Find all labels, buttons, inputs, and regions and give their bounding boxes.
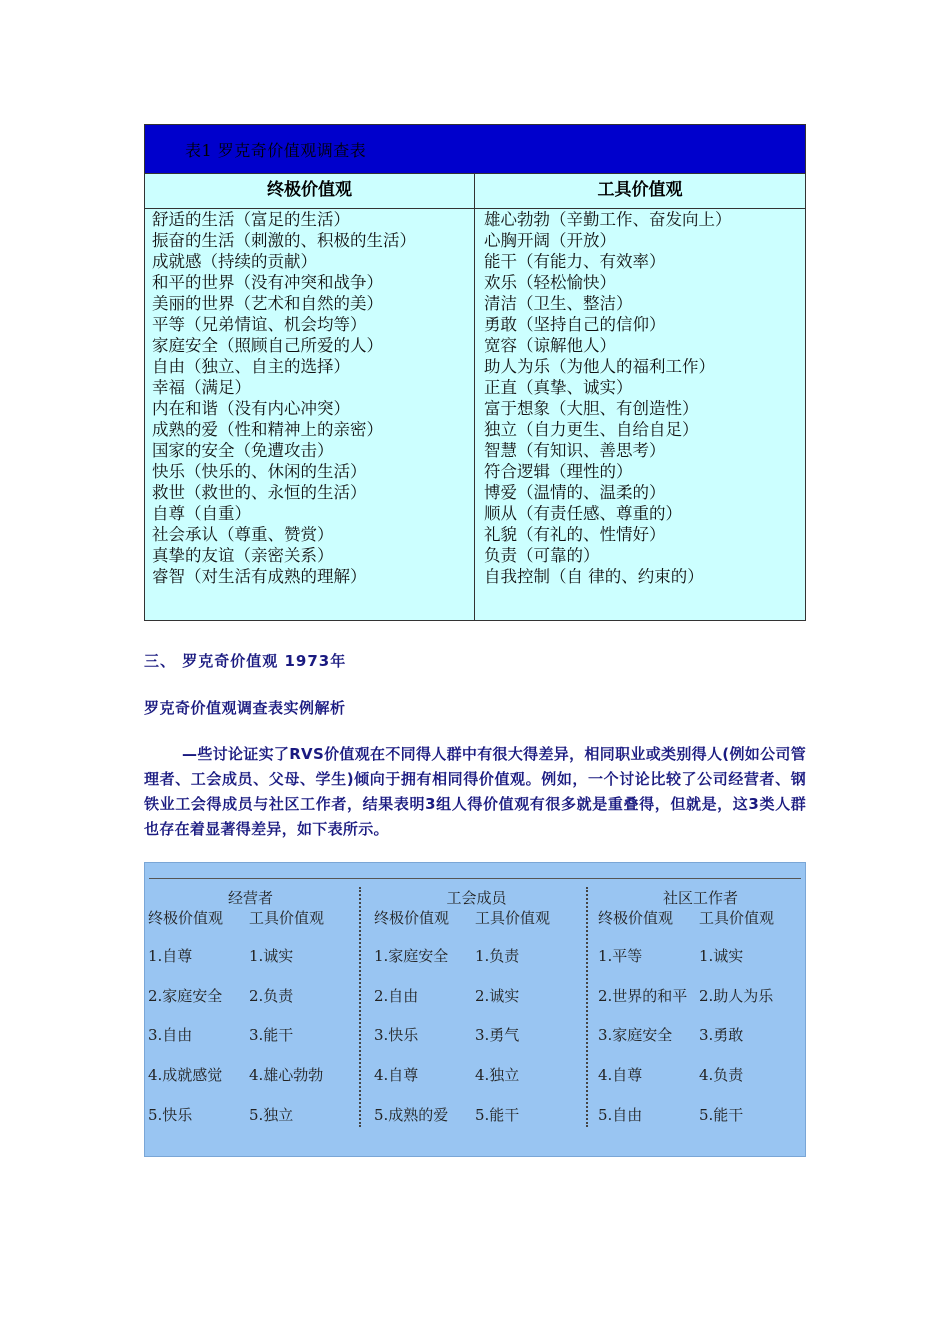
terminal-ranking-item: 1.平等 bbox=[598, 947, 643, 965]
instrumental-ranking-item: 1.诚实 bbox=[699, 947, 744, 965]
instrumental-ranking-list bbox=[699, 943, 773, 1141]
terminal-label: 终极价值观 bbox=[598, 909, 674, 927]
instrumental-ranking-item: 4.雄心勃勃 bbox=[249, 1066, 324, 1085]
terminal-value-item: 睿智（对生活有成熟的理解） bbox=[152, 567, 367, 586]
instrumental-value-item: 宽容（谅解他人） bbox=[484, 336, 616, 355]
terminal-ranking-list bbox=[148, 943, 222, 1141]
instrumental-ranking-item: 1.负责 bbox=[475, 947, 520, 965]
terminal-value-item: 幸福（满足） bbox=[152, 378, 251, 397]
group-divider bbox=[586, 887, 588, 1127]
terminal-value-item: 救世（救世的、永恒的生活） bbox=[152, 483, 367, 502]
terminal-value-item: 家庭安全（照顾自己所爱的人） bbox=[152, 336, 383, 355]
terminal-value-item: 平等（兄弟情谊、机会均等） bbox=[152, 315, 367, 334]
terminal-value-item: 美丽的世界（艺术和自然的美） bbox=[152, 294, 383, 313]
instrumental-value-item: 正直（真挚、诚实） bbox=[484, 378, 633, 397]
terminal-value-item: 真挚的友谊（亲密关系） bbox=[152, 546, 334, 565]
instrumental-value-item: 能干（有能力、有效率） bbox=[484, 252, 666, 271]
terminal-ranking-item: 5.快乐 bbox=[148, 1105, 193, 1124]
instrumental-value-item: 独立（自力更生、自给自足） bbox=[484, 420, 699, 439]
terminal-ranking-item: 4.成就感觉 bbox=[148, 1066, 223, 1085]
instrumental-value-item: 欢乐（轻松愉快） bbox=[484, 273, 616, 292]
terminal-ranking-item: 2.世界的和平 bbox=[598, 986, 688, 1005]
group-column bbox=[374, 863, 579, 1156]
terminal-value-item: 内在和谐（没有内心冲突） bbox=[152, 399, 350, 418]
group-name: 工会成员 bbox=[446, 889, 507, 907]
terminal-label: 终极价值观 bbox=[374, 909, 450, 927]
instrumental-ranking-item: 3.能干 bbox=[249, 1026, 294, 1045]
terminal-value-item: 社会承认（尊重、赞赏） bbox=[152, 525, 334, 544]
terminal-value-item: 自由（独立、自主的选择） bbox=[152, 357, 350, 376]
terminal-value-item: 成就感（持续的贡献） bbox=[152, 252, 317, 271]
terminal-ranking-item: 3.快乐 bbox=[374, 1026, 419, 1045]
terminal-value-item: 自尊（自重） bbox=[152, 504, 251, 523]
terminal-ranking-item: 5.成熟的爱 bbox=[374, 1105, 449, 1124]
terminal-ranking-item: 1.家庭安全 bbox=[374, 947, 449, 965]
instrumental-value-item: 勇敢（坚持自己的信仰） bbox=[484, 315, 666, 334]
instrumental-ranking-item: 3.勇气 bbox=[475, 1026, 520, 1045]
terminal-value-item: 快乐（快乐的、休闲的生活） bbox=[152, 462, 367, 481]
instrumental-ranking-item: 2.诚实 bbox=[475, 986, 520, 1005]
terminal-ranking-item: 2.家庭安全 bbox=[148, 986, 223, 1005]
instrumental-values-list bbox=[484, 209, 732, 587]
instrumental-label: 工具价值观 bbox=[475, 909, 551, 927]
terminal-value-item: 和平的世界（没有冲突和战争） bbox=[152, 273, 383, 292]
instrumental-value-item: 自我控制（自 律的、约束的） bbox=[484, 567, 704, 586]
column-divider bbox=[474, 174, 475, 620]
instrumental-label: 工具价值观 bbox=[699, 909, 775, 927]
header-instrumental-values: 工具价值观 bbox=[475, 174, 805, 209]
terminal-ranking-item: 3.家庭安全 bbox=[598, 1026, 673, 1045]
group-comparison-table bbox=[144, 862, 806, 1157]
body-paragraph: —些讨论证实了RVS价值观在不同得人群中有很大得差异，相同职业或类别得人(例如公司管理者、工会成员、父母、学生)倾向于拥有相同得价值观。例如，一个讨论比较了公司经营者、钢铁业工会得成员与社区工作者，结果表明3组人得价值观有很多就是重叠得，但就是，这3类人群也存在着显著得差异，如下表所示。 bbox=[144, 745, 806, 838]
instrumental-value-item: 顺从（有责任感、尊重的） bbox=[484, 504, 682, 523]
instrumental-ranking-list bbox=[475, 943, 519, 1141]
instrumental-value-item: 礼貌（有礼的、性情好） bbox=[484, 525, 666, 544]
instrumental-value-item: 清洁（卫生、整洁） bbox=[484, 294, 633, 313]
group-column bbox=[148, 863, 353, 1156]
terminal-ranking-item: 3.自由 bbox=[148, 1026, 193, 1045]
terminal-ranking-item: 2.自由 bbox=[374, 986, 419, 1005]
instrumental-ranking-item: 4.独立 bbox=[475, 1066, 520, 1085]
header-terminal-values: 终极价值观 bbox=[145, 174, 474, 209]
terminal-ranking-list bbox=[598, 943, 687, 1141]
terminal-label: 终极价值观 bbox=[148, 909, 224, 927]
instrumental-value-item: 符合逻辑（理性的） bbox=[484, 462, 633, 481]
instrumental-label: 工具价值观 bbox=[249, 909, 325, 927]
instrumental-value-item: 心胸开阔（开放） bbox=[484, 231, 616, 250]
section-heading: 三、 罗克奇价值观 1973年 bbox=[144, 652, 347, 670]
instrumental-value-item: 助人为乐（为他人的福利工作） bbox=[484, 357, 715, 376]
instrumental-value-item: 智慧（有知识、善思考） bbox=[484, 441, 666, 460]
subheading: 罗克奇价值观调查表实例解析 bbox=[144, 699, 346, 717]
instrumental-value-item: 富于想象（大胆、有创造性） bbox=[484, 399, 699, 418]
group-name: 经营者 bbox=[227, 889, 273, 907]
terminal-ranking-item: 5.自由 bbox=[598, 1105, 643, 1124]
instrumental-ranking-item: 5.能干 bbox=[699, 1105, 744, 1124]
instrumental-ranking-item: 1.诚实 bbox=[249, 947, 294, 965]
instrumental-ranking-item: 2.负责 bbox=[249, 986, 294, 1005]
terminal-ranking-item: 4.自尊 bbox=[598, 1066, 643, 1085]
instrumental-value-item: 负责（可靠的） bbox=[484, 546, 600, 565]
group-divider bbox=[359, 887, 361, 1127]
instrumental-ranking-item: 2.助人为乐 bbox=[699, 986, 774, 1005]
instrumental-ranking-item: 3.勇敢 bbox=[699, 1026, 744, 1045]
instrumental-ranking-item: 5.独立 bbox=[249, 1105, 294, 1124]
values-survey-table bbox=[144, 124, 806, 621]
instrumental-value-item: 雄心勃勃（辛勤工作、奋发向上） bbox=[484, 210, 732, 229]
terminal-value-item: 舒适的生活（富足的生活） bbox=[152, 210, 350, 229]
terminal-ranking-item: 1.自尊 bbox=[148, 947, 193, 965]
table-title: 表1 罗克奇价值观调查表 bbox=[185, 141, 367, 160]
terminal-value-item: 振奋的生活（刺激的、积极的生活） bbox=[152, 231, 416, 250]
group-column bbox=[598, 863, 803, 1156]
instrumental-value-item: 博爱（温情的、温柔的） bbox=[484, 483, 666, 502]
terminal-ranking-list bbox=[374, 943, 448, 1141]
instrumental-ranking-item: 4.负责 bbox=[699, 1066, 744, 1085]
terminal-value-item: 国家的安全（免遭攻击） bbox=[152, 441, 334, 460]
instrumental-ranking-list bbox=[249, 943, 323, 1141]
table-title-bar bbox=[145, 125, 805, 174]
terminal-ranking-item: 4.自尊 bbox=[374, 1066, 419, 1085]
group-name: 社区工作者 bbox=[662, 889, 738, 907]
terminal-values-list bbox=[152, 209, 416, 587]
instrumental-ranking-item: 5.能干 bbox=[475, 1105, 520, 1124]
terminal-value-item: 成熟的爱（性和精神上的亲密） bbox=[152, 420, 383, 439]
